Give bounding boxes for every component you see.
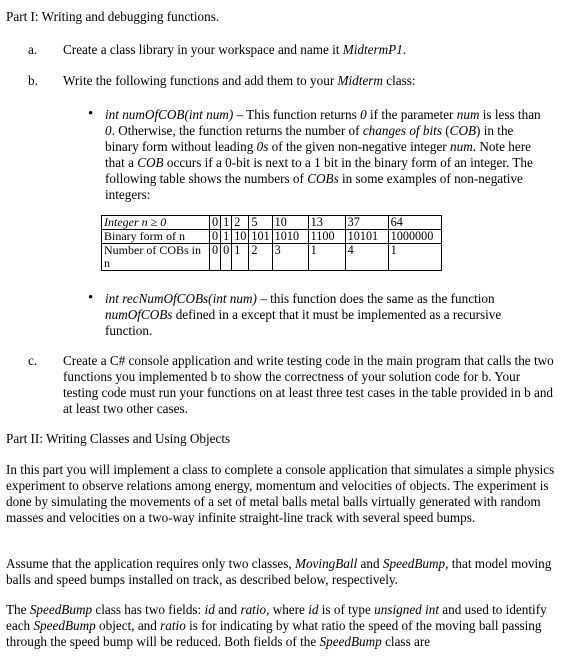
table-row-integers xyxy=(102,216,442,230)
table-cell: 101 xyxy=(249,230,272,244)
item-c-letter: c. xyxy=(28,353,38,368)
part1-heading: Part I: Writing and debugging functions. xyxy=(6,9,220,24)
table-cell: 37 xyxy=(345,216,388,230)
table-cell: 1 xyxy=(388,244,441,271)
item-c-text: Create a C# console application and write testing code in the main program that calls the two functions you implemented b to show the correctness of your solution code for b. Your testing code must run your functions on at least three test cases in the table provided in b and at least two other cases. xyxy=(63,353,554,416)
row-label-binary: Binary form of n xyxy=(102,230,210,244)
bullet-dot: • xyxy=(88,290,94,306)
part2-paragraph-intro: In this part you will implement a class to complete a console application that simulates a simple physics experiment to observe relations among energy, momentum and velocities of objects. The experiment is done by simulating the movements of a set of metal balls metal balls virtually generated with random masses and velocities on a two-way infinite straight-line track with several speed bumps. xyxy=(6,462,555,525)
table-cell: 1010 xyxy=(272,230,308,244)
table-cell: 10 xyxy=(232,230,249,244)
cob-examples-table xyxy=(101,215,442,271)
table-cell: 4 xyxy=(345,244,388,271)
part2-heading: Part II: Writing Classes and Using Objects xyxy=(6,431,231,446)
table-row-binary xyxy=(102,230,442,244)
table-cell: 1 xyxy=(221,230,232,244)
table-cell: 0 xyxy=(210,216,221,230)
table-cell: 1 xyxy=(221,216,232,230)
bullet-recnumofcobs-text: int recNumOfCOBs(int num) – this function does the same as the function numOfCOBs defined in a except that it must be implemented as a recursive function. xyxy=(105,291,502,338)
table-cell: 0 xyxy=(221,244,232,271)
table-cell: 0 xyxy=(210,244,221,271)
item-b-text: Write the following functions and add them to your Midterm class: xyxy=(63,73,416,88)
row-label-integer: Integer n ≥ 0 xyxy=(102,216,210,230)
table-cell: 1 xyxy=(232,244,249,271)
table-cell: 10101 xyxy=(345,230,388,244)
table-cell: 1000000 xyxy=(388,230,441,244)
item-b-letter: b. xyxy=(28,73,38,88)
table-cell: 1 xyxy=(308,244,345,271)
item-a-text: Create a class library in your workspace and name it MidtermP1. xyxy=(63,42,407,57)
table-cell: 13 xyxy=(308,216,345,230)
bullet-dot: • xyxy=(88,106,94,122)
table-cell: 64 xyxy=(388,216,441,230)
table-cell: 3 xyxy=(272,244,308,271)
table-cell: 1100 xyxy=(308,230,345,244)
item-a-letter: a. xyxy=(28,42,38,57)
table-cell: 10 xyxy=(272,216,308,230)
row-label-cobs: Number of COBs in n xyxy=(102,244,210,271)
table-cell: 0 xyxy=(210,230,221,244)
part2-paragraph-classes: Assume that the application requires only two classes, MovingBall and SpeedBump, that model moving balls and speed bumps installed on track, as described below, respectively. xyxy=(6,556,552,587)
table-cell: 2 xyxy=(249,244,272,271)
table-cell: 5 xyxy=(249,216,272,230)
table-row-cobs xyxy=(102,244,442,271)
table-cell: 2 xyxy=(232,216,249,230)
part2-paragraph-speedbump: The SpeedBump class has two fields: id and ratio, where id is of type unsigned int and used to identify each SpeedBump object, and ratio is for indicating by what ratio the speed of the moving ball passing through the speed bump will be reduced. Both fields of the SpeedBump class are xyxy=(6,602,547,649)
bullet-numofcob-text: int numOfCOB(int num) – This function returns 0 if the parameter num is less than 0. Otherwise, the function returns the number of changes of bits (COB) in the binary form without leading 0s of the given non-negative integer num. Note here that a COB occurs if a 0-bit is next to a 1 bit in the binary form of an integer. The following table shows the numbers of COBs in some examples of non-negative integers: xyxy=(105,107,541,202)
